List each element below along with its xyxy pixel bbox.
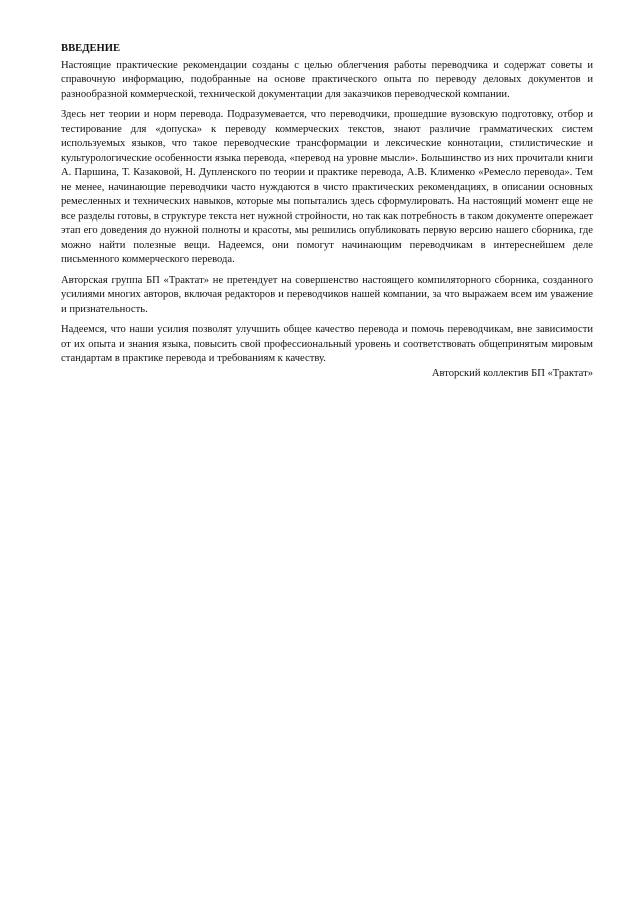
paragraph-hope: Надеемся, что наши усилия позволят улучшить общее качество перевода и помочь переводчикам, вне зависимости от их опыта и знания языка, повысить свой профессиональный уровень и соответствовать общепринятым мировым стандартам в практике перевода и требованиям к качеству. [61,324,593,364]
document-page [61,42,593,381]
section-heading: ВВЕДЕНИЕ [61,43,121,54]
author-signature: Авторский коллектив БП «Трактат» [431,367,593,379]
paragraph-authors: Авторская группа БП «Трактат» не претендует на совершенство настоящего компиляторного сборника, созданного усилиями многих авторов, включая редакторов и переводчиков нашей компании, за что выражаем всем им уважение и признательность. [61,274,593,315]
paragraph-purpose: Настоящие практические рекомендации созданы с целью облегчения работы переводчика и содержат советы и справочную информацию, подобранные на основе практического опыта по переводу деловых документов и разнообразной коммерческой, технической документации для заказчиков переводческой компании. [61,59,593,100]
paragraph-scope: Здесь нет теории и норм перевода. Подразумевается, что переводчики, прошедшие вузовскую подготовку, отбор и тестирование для «допуска» к переводу коммерческих текстов, знают различие грамматических систем используемых языков, что такое переводческие трансформации и лексические коннотации, стилистические и культурологические особенности языка перевода, «перевод на уровне мысли». Большинство из них прочитали книги А. Паршина, Т. Казаковой, Н. Дупленского по теории и практике перевода, А.В. Клименко «Ремесло перевода». Тем не менее, начинающие переводчики часто нуждаются в чисто практических рекомендациях, в описании основных ремесленных и технических навыков, которые мы попытались здесь сформулировать. На настоящий момент еще не все разделы готовы, в структуре текста нет нужной стройности, но так как потребность в таком документе опережает этап его доведения до нужной полноты и красоты, мы решились опубликовать первую версию нашего сборника, где можно найти полезные вещи. Надеемся, они помогут начинающим переводчикам в интереснейшем деле письменного коммерческого перевода. [61,109,593,265]
